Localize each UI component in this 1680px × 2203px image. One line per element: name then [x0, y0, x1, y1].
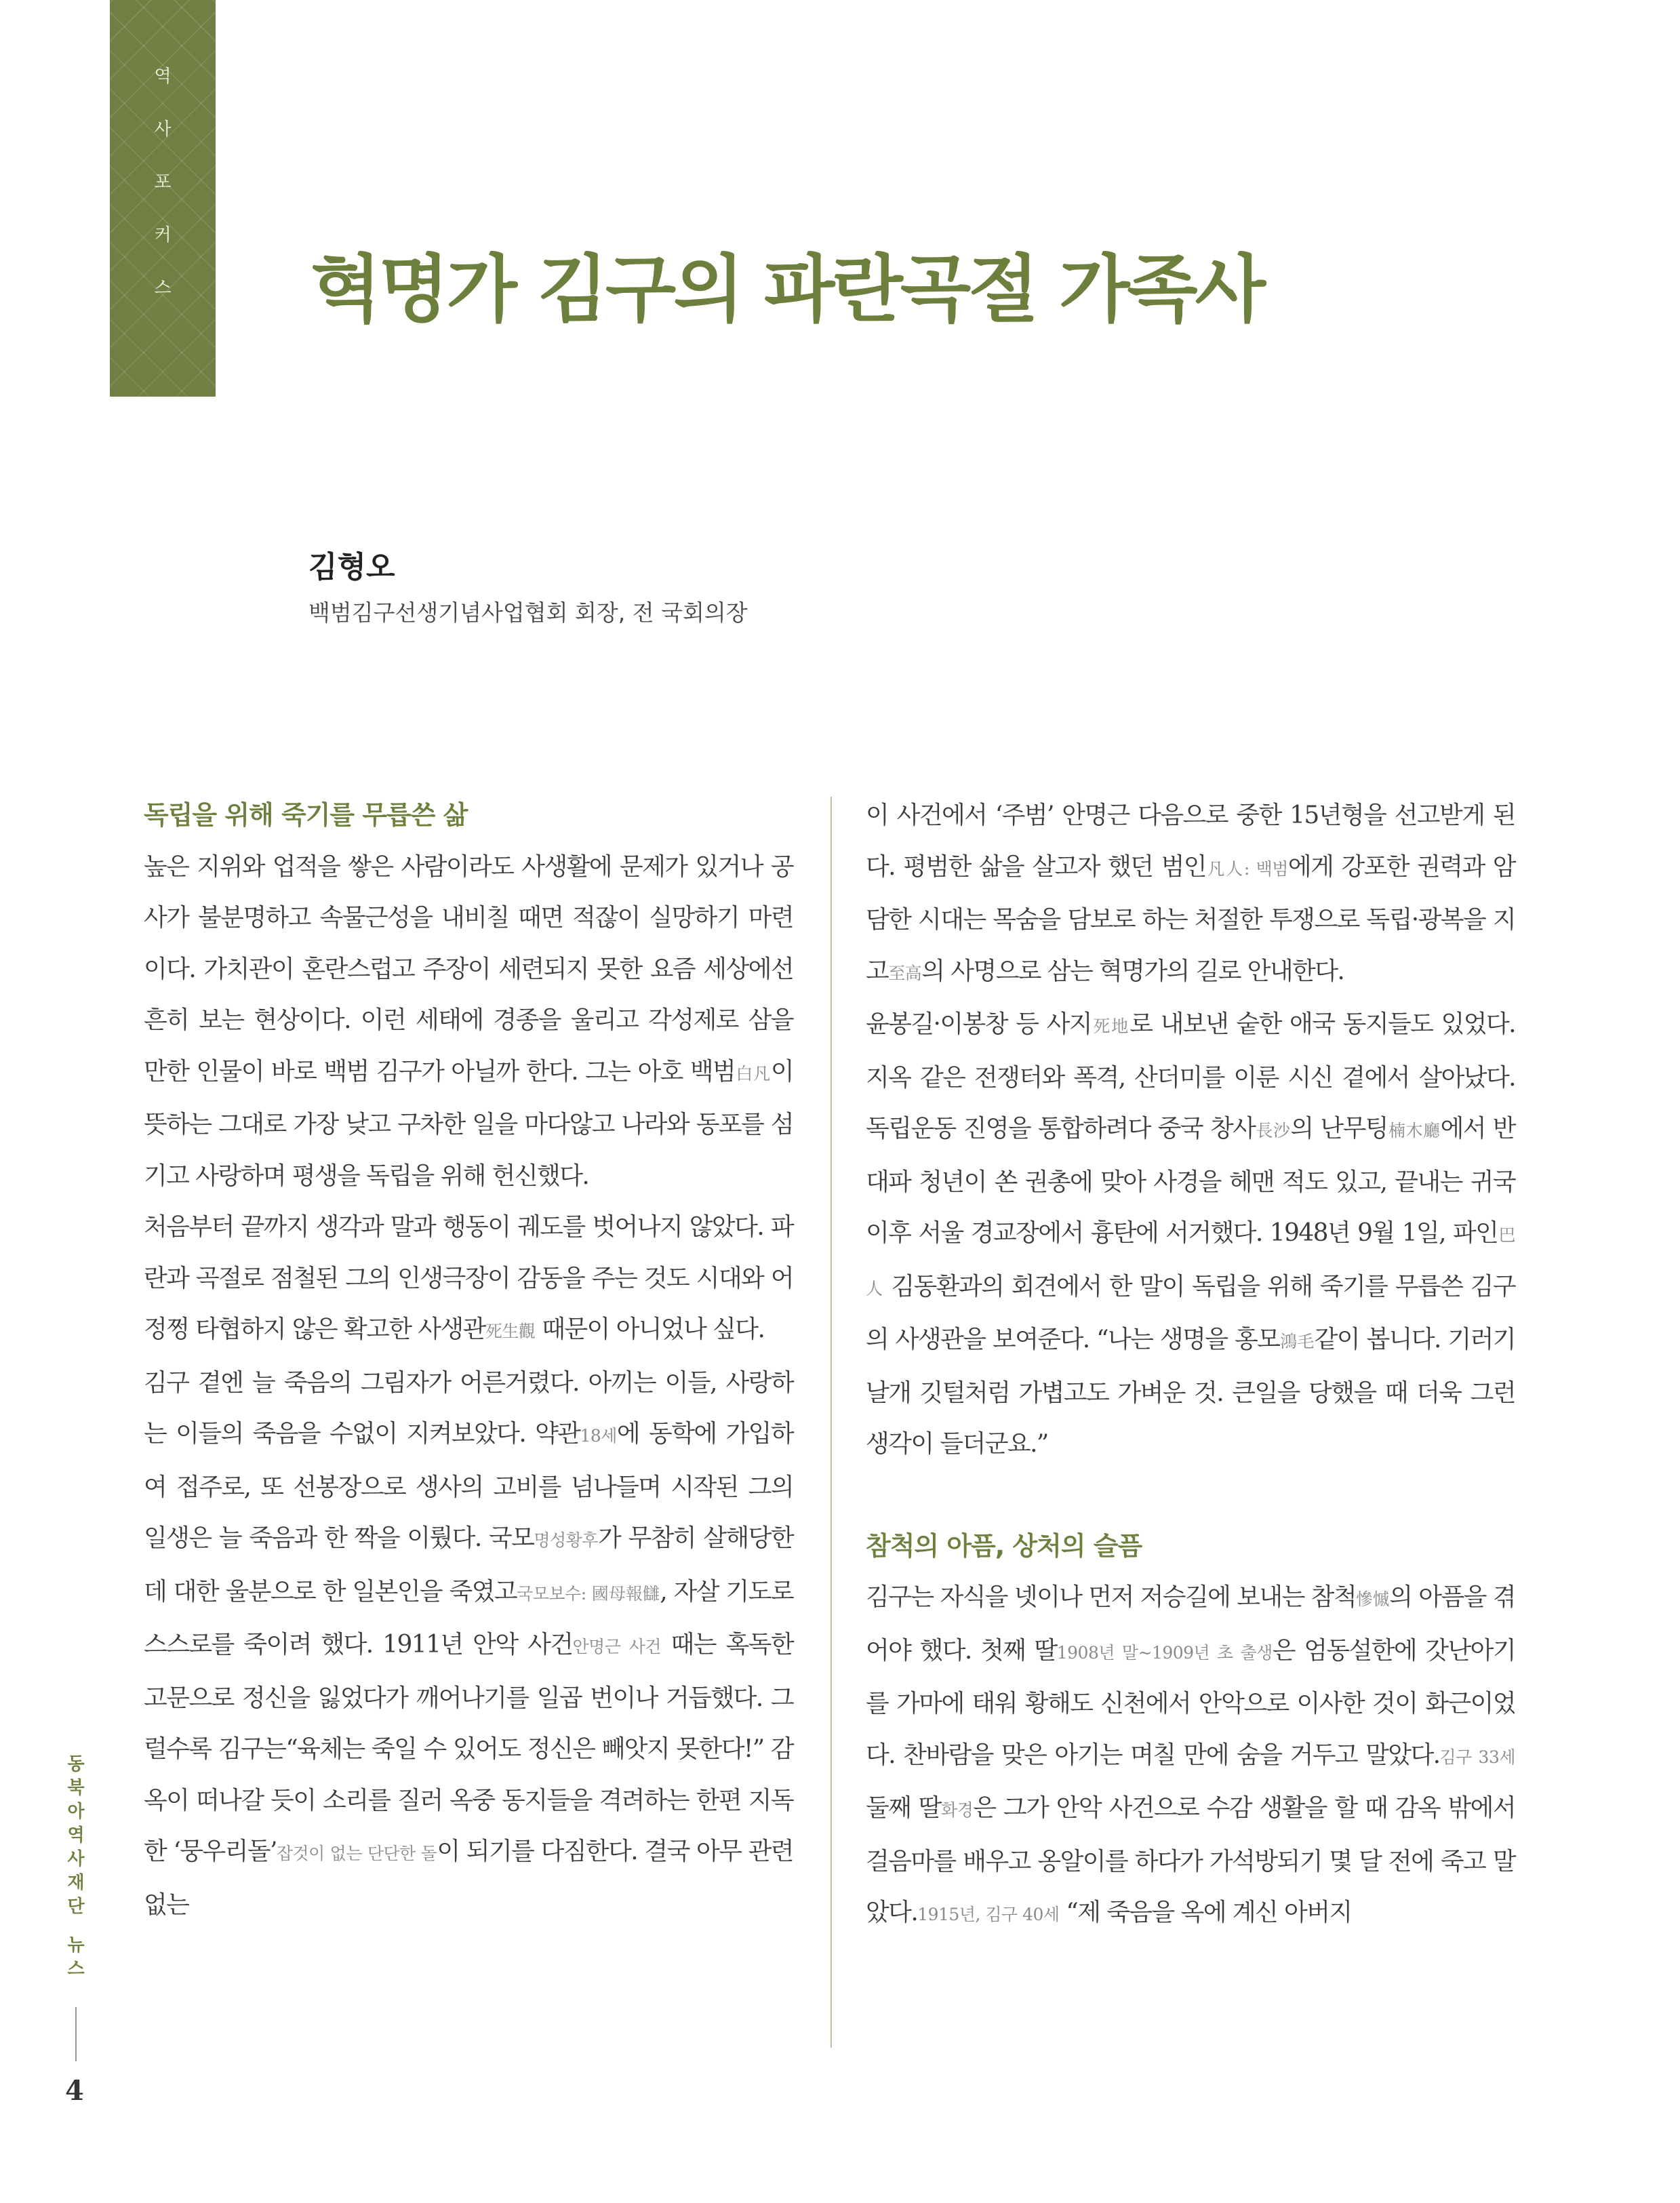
text-run: 둘째 딸 [866, 1794, 941, 1822]
section-tab-char: 역 [154, 66, 172, 87]
paragraph [144, 1202, 793, 1357]
annotation: 死生觀 [485, 1322, 536, 1341]
right-column [866, 790, 1515, 1941]
text-run: 같이 봅니다. 기러기 날개 깃털처럼 가볍고도 가벼운 것. 큰일을 당했을 때 더욱 그런 생각이 들더군요.” [866, 1326, 1515, 1458]
text-run: 이 사건에서 ‘주범’ 안명근 다음으로 중한 15년형을 선고받게 된다. 평범한 삶을 살고자 했던 범인 [866, 801, 1515, 881]
paragraph [866, 999, 1515, 1470]
section-tab-char: 사 [154, 119, 172, 140]
page-number: 4 [65, 2075, 84, 2107]
section-heading: 독립을 위해 죽기를 무릅쓴 삶 [144, 800, 468, 830]
text-run: 때문이 아니었나 싶다. [535, 1315, 765, 1343]
annotation: 楠木廳 [1387, 1121, 1441, 1140]
publication-name [62, 1753, 89, 1981]
annotation: 至高 [888, 963, 922, 983]
publication-char: 재 [67, 1873, 85, 1893]
publication-char: 북 [67, 1778, 85, 1798]
text-run: 김동환과의 회견에서 한 말이 독립을 위해 죽기를 무릅쓴 김구의 사생관을 보여준다. “나는 생명을 홍모 [866, 1272, 1515, 1353]
annotation: 慘慽 [1356, 1589, 1390, 1609]
section-tab-char: 포 [154, 172, 172, 193]
column-divider [831, 797, 832, 2048]
annotation: 凡人: 백범 [1205, 858, 1288, 879]
paragraph [866, 790, 1515, 999]
paragraph [144, 841, 793, 1202]
annotation: 鴻毛 [1279, 1332, 1315, 1351]
annotation: 국모보수: 國母報讎 [517, 1583, 660, 1604]
annotation: 화경 [940, 1800, 974, 1820]
annotation: 김구 33세 [1439, 1747, 1515, 1767]
text-run: 이 되기를 다짐한다. 결국 아무 관련 없는 [144, 1838, 793, 1919]
left-column [144, 790, 793, 1930]
publication-char: 동 [67, 1754, 85, 1774]
annotation: 18세 [580, 1426, 617, 1446]
publication-char: 뉴 [67, 1935, 85, 1956]
section-tab [110, 0, 216, 397]
author-affiliation: 백범김구선생기념사업협회 회장, 전 국회의장 [308, 599, 748, 626]
text-run: 은 그가 안악 사건으로 수감 생활을 할 때 감옥 밖에서 걸음마를 배우고 옹알이를 하다가 가석방되기 몇 달 전에 죽고 말았다. [866, 1794, 1515, 1926]
text-run: “제 죽음을 옥에 계신 아버지 [1059, 1899, 1352, 1926]
text-run: 에서 반대파 청년이 쏜 권총에 맞아 사경을 헤맨 적도 있고, 끝내는 귀국 이후 서울 경교장에서 흉탄에 서거했다. 1948년 9월 1일, 파인 [866, 1115, 1515, 1247]
annotation: 死地 [1091, 1016, 1130, 1036]
section-heading: 참척의 아픔, 상처의 슬픔 [866, 1530, 1142, 1561]
text-run: 김구 곁엔 늘 죽음의 그림자가 어른거렸다. 아끼는 이들, 사랑하는 이들의 죽음을 수없이 지켜보았다. 약관 [144, 1368, 793, 1448]
section-tab-char: 스 [154, 278, 172, 298]
annotation: 명성황후 [534, 1530, 598, 1550]
text-run: 가 무참히 살해당한 데 대한 울분으로 한 일본인을 죽였고 [144, 1524, 793, 1606]
footer-divider [75, 2007, 77, 2061]
publication-char: 역 [67, 1825, 85, 1846]
annotation: 안명근 사건 [572, 1637, 661, 1656]
text-run: 로 내보낸 숱한 애국 동지들도 있었다. 지옥 같은 전쟁터와 폭격, 산더미를 이룬 시신 곁에서 살아났다. 독립운동 진영을 통합하려다 중국 창사 [866, 1010, 1515, 1143]
section-tab-char: 커 [154, 225, 172, 245]
text-run: 김구는 자식을 넷이나 먼저 저승길에 보내는 참척 [866, 1583, 1357, 1611]
publication-char: 사 [67, 1849, 85, 1869]
annotation: 1915년, 김구 40세 [917, 1905, 1060, 1924]
annotation: 1908년 말~1909년 초 출생 [1056, 1642, 1273, 1663]
text-run: 의 아픔을 겪어야 했다. 첫째 딸 [866, 1583, 1515, 1665]
text-run: 이 뜻하는 그대로 가장 낮고 구차한 일을 마다않고 나라와 동포를 섬기고 사랑하며 평생을 독립을 위해 헌신했다. [144, 1057, 793, 1190]
text-run: 에 동학에 가입하여 접주로, 또 선봉장으로 생사의 고비를 넘나들며 시작된 그의 일생은 늘 죽음과 한 짝을 이뤘다. 국모 [144, 1420, 793, 1552]
annotation: 잡것이 없는 단단한 돌 [276, 1844, 437, 1863]
text-run: 에게 강포한 권력과 암담한 시대는 목숨을 담보로 하는 처절한 투쟁으로 독립·광복을 지고 [866, 852, 1515, 985]
text-run: 의 사명으로 삼는 혁명가의 길로 안내한다. [921, 957, 1344, 985]
text-run: 윤봉길·이봉창 등 사지 [866, 1010, 1092, 1038]
publication-char: 단 [67, 1897, 85, 1917]
annotation: 巴人 [866, 1225, 1515, 1298]
text-run: 은 엄동설한에 갓난아기를 가마에 태워 황해도 신천에서 안악으로 이사한 것이 화근이었다. 찬바람을 맞은 아기는 며칠 만에 숨을 거두고 말았다. [866, 1636, 1515, 1769]
text-run: 높은 지위와 업적을 쌓은 사람이라도 사생활에 문제가 있거나 공사가 불분명하고 속물근성을 내비칠 때면 적잖이 실망하기 마련이다. 가치관이 혼란스럽고 주장이 세련되지 못한 요즘 세상에선 흔히 보는 현상이다. 이런 세태에 경종을 울리고 각성제로 삼을 만한 인물이 바로 백범 김구가 아닐까 한다. 그는 아호 백범 [144, 852, 793, 1086]
paragraph [866, 1572, 1515, 1941]
article-title: 혁명가 김구의 파란곡절 가족사 [311, 247, 1264, 332]
author-name: 김형오 [308, 550, 395, 584]
publication-char: 아 [67, 1802, 85, 1822]
text-run: 의 난무팅 [1290, 1115, 1388, 1143]
text-run: 처음부터 끝까지 생각과 말과 행동이 궤도를 벗어나지 않았다. 파란과 곡절로 점철된 그의 인생극장이 감동을 주는 것도 시대와 어정쩡 타협하지 않은 확고한 사생관 [144, 1213, 793, 1343]
annotation: 長沙 [1255, 1121, 1291, 1140]
text-run: 때는 혹독한 고문으로 정신을 잃었다가 깨어나기를 일곱 번이나 거듭했다. 그럴수록 김구는“육체는 죽일 수 있어도 정신은 빼앗지 못한다!” 감옥이 떠나갈 듯이 소리를 질러 옥중 동지들을 격려하는 한편 지독한 ‘뭉우리돌’ [144, 1631, 793, 1865]
publication-char: 스 [67, 1959, 85, 1979]
paragraph [144, 1357, 793, 1931]
annotation: 白凡 [735, 1063, 771, 1084]
text-run: , 자살 기도로 스스로를 죽이려 했다. 1911년 안악 사건 [144, 1577, 793, 1659]
